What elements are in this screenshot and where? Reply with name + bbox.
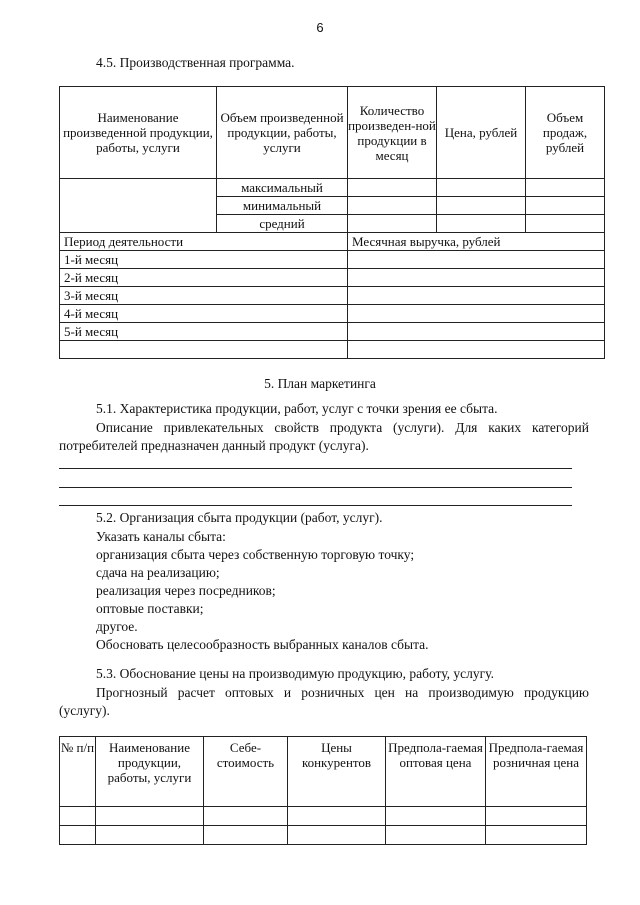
period-label: Период деятельности [60, 233, 348, 251]
section-5-1-title: 5.1. Характеристика продукции, работ, услуг с точки зрения ее сбыта. [96, 401, 498, 416]
sales-channel-line: реализация через посредников; [96, 583, 276, 598]
sales-channel-line: Обосновать целесообразность выбранных каналов сбыта. [96, 637, 429, 652]
header-quantity-per-month: Количество произведен-ной продукции в месяц [348, 87, 437, 179]
section-5-3-text: Прогнозный расчет оптовых и розничных цен на производимую продукцию (услугу). [59, 685, 589, 718]
section-5-3-title: 5.3. Обоснование цены на производимую продукцию, работу, услугу. [96, 666, 494, 681]
header-number: № п/п [60, 737, 96, 807]
month-1: 1-й месяц [60, 251, 348, 269]
month-5: 5-й месяц [60, 323, 348, 341]
header-product: Наименование продукции, работы, услуги [96, 737, 204, 807]
revenue-label: Месячная выручка, рублей [348, 233, 605, 251]
answer-line-2 [59, 487, 572, 488]
header-wholesale-price: Предпола-гаемая оптовая цена [386, 737, 486, 807]
section-5-title: 5. План маркетинга [264, 376, 376, 391]
header-volume: Объем произведенной продукции, работы, услуги [217, 87, 348, 179]
header-product-name: Наименование произведенной продукции, работы, услуги [60, 87, 217, 179]
volume-min: минимальный [217, 197, 348, 215]
header-price: Цена, рублей [437, 87, 526, 179]
sales-channels-list [96, 528, 429, 654]
sales-channel-line: сдача на реализацию; [96, 565, 220, 580]
volume-avg: средний [217, 215, 348, 233]
sales-channel-line: другое. [96, 619, 138, 634]
section-5-1-text: Описание привлекательных свойств продукта (услуги). Для каких категорий потребителей предназначен данный продукт (услуга). [59, 420, 589, 453]
section-4-5-title: 4.5. Производственная программа. [96, 55, 295, 70]
header-cost: Себе-стоимость [204, 737, 288, 807]
sales-channel-line: организация сбыта через собственную торговую точку; [96, 547, 415, 562]
header-competitor-prices: Цены конкурентов [288, 737, 386, 807]
answer-line-1 [59, 468, 572, 469]
sales-channel-line: Указать каналы сбыта: [96, 529, 226, 544]
sales-channel-line: оптовые поставки; [96, 601, 204, 616]
header-sales-volume: Объем продаж, рублей [526, 87, 605, 179]
month-4: 4-й месяц [60, 305, 348, 323]
month-2: 2-й месяц [60, 269, 348, 287]
header-retail-price: Предпола-гаемая розничная цена [486, 737, 587, 807]
product-cell [60, 179, 217, 233]
price-forecast-table [59, 736, 587, 845]
volume-max: максимальный [217, 179, 348, 197]
production-program-table [59, 86, 605, 359]
month-3: 3-й месяц [60, 287, 348, 305]
page-number: 6 [316, 20, 324, 35]
answer-line-3 [59, 505, 572, 506]
section-5-2-title: 5.2. Организация сбыта продукции (работ, услуг). [96, 510, 383, 525]
